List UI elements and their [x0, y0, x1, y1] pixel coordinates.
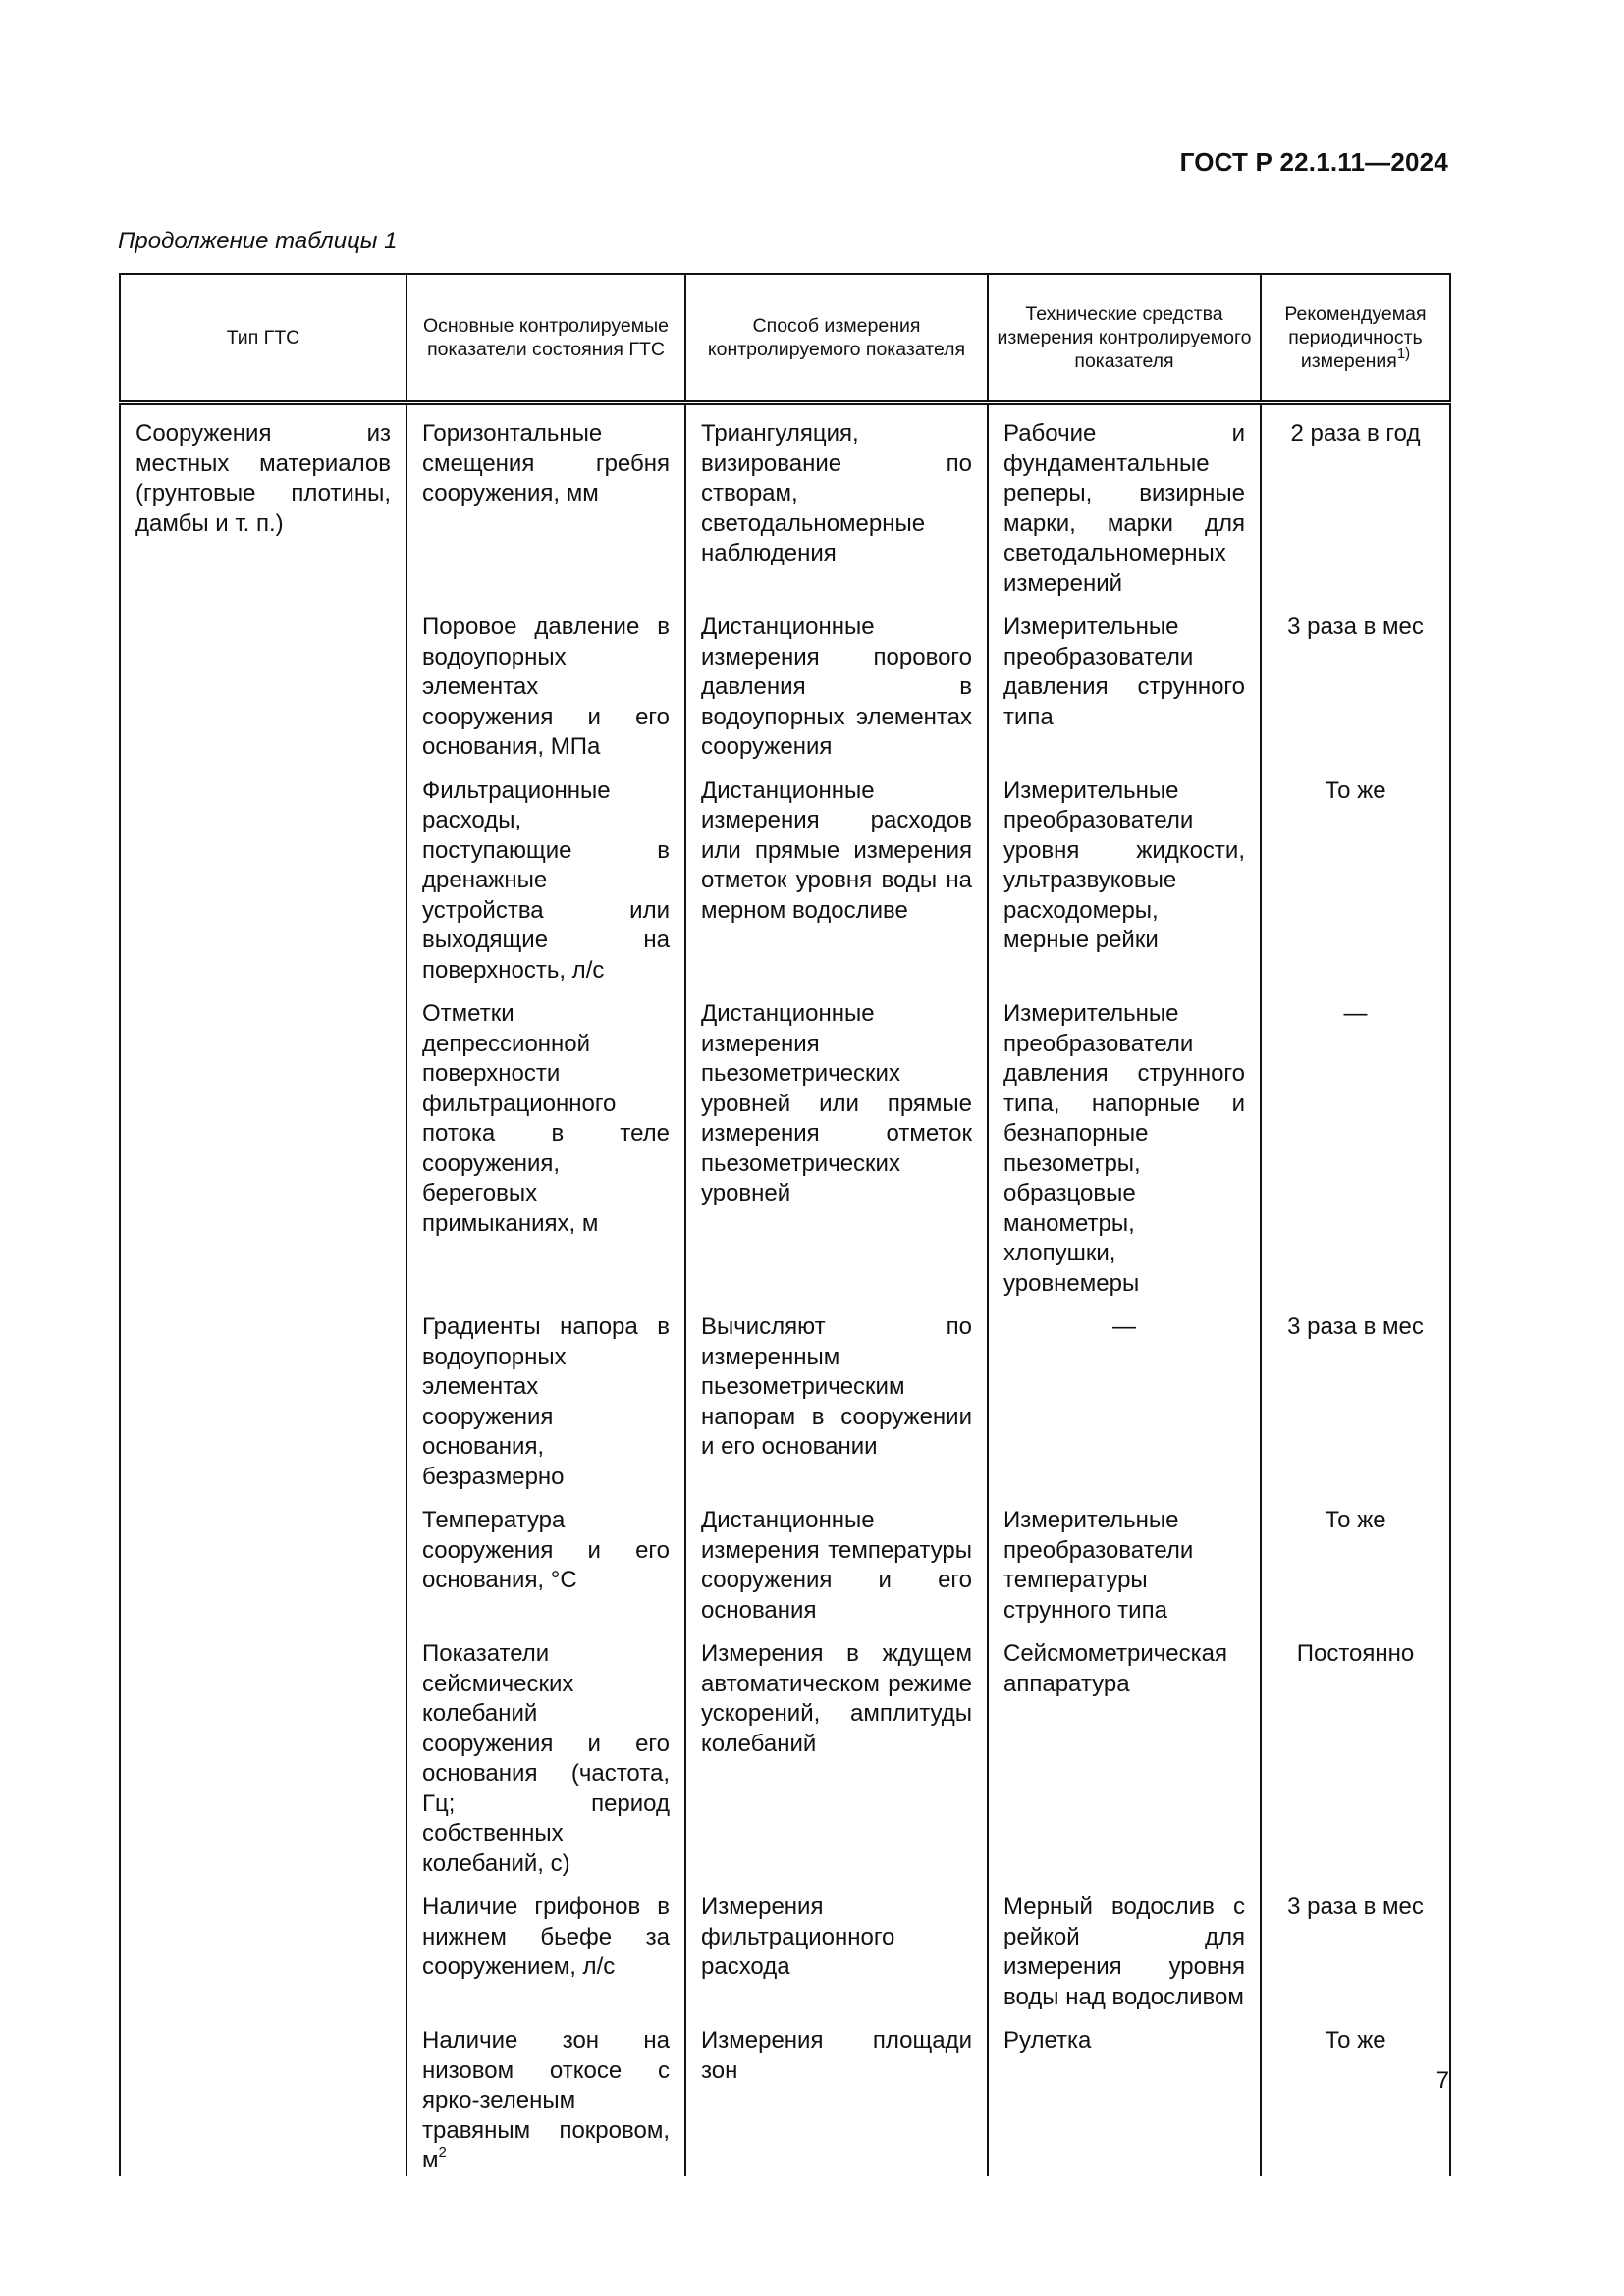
method-cell: Дистанционные измерения пьезометрических уровней или прямые измерения отметок пьезометрических уровней	[685, 986, 988, 1299]
indicator-cell: Наличие грифонов в нижнем бьефе за сооружением, л/с	[406, 1879, 685, 2012]
table-caption: Продолжение таблицы 1	[118, 228, 398, 254]
column-header-method: Способ измерения контролируемого показателя	[685, 274, 988, 403]
method-cell: Измерения в ждущем автоматическом режиме ускорений, амплитуды колебаний	[685, 1626, 988, 1879]
indicator-cell: Горизонтальные смещения гребня сооружения, мм	[406, 405, 685, 599]
means-cell: Измерительные преобразователи уровня жидкости, ультразвуковые расходомеры, мерные рейки	[988, 763, 1261, 987]
period-cell: 3 раза в мес	[1261, 599, 1450, 763]
column-header-period	[1261, 274, 1450, 403]
indicator-cell: Температура сооружения и его основания, °С	[406, 1492, 685, 1626]
column-header-means: Технические средства измерения контролируемого показателя	[988, 274, 1261, 403]
means-cell: Измерительные преобразователи давления струнного типа, напорные и безнапорные пьезометры, образцовые манометры, хлопушки, уровнемеры	[988, 986, 1261, 1299]
method-cell: Измерения фильтрационного расхода	[685, 1879, 988, 2012]
means-cell: Рулетка	[988, 2012, 1261, 2176]
method-cell: Дистанционные измерения расходов или прямые измерения отметок уровня воды на мерном водосливе	[685, 763, 988, 987]
period-cell: 3 раза в мес	[1261, 1879, 1450, 2012]
indicator-cell: Градиенты напора в водоупорных элементах сооружения основания, безразмерно	[406, 1299, 685, 1492]
monitoring-table	[119, 273, 1451, 2176]
means-cell: Измерительные преобразователи температуры струнного типа	[988, 1492, 1261, 1626]
period-cell: Постоянно	[1261, 1626, 1450, 1879]
structure-type-cell: Сооружения из местных материалов (грунтовые плотины, дамбы и т. п.)	[120, 405, 406, 2176]
column-header-structure-type: Тип ГТС	[120, 274, 406, 403]
table-header-row	[120, 274, 1450, 403]
table-row	[120, 405, 1450, 599]
period-cell: То же	[1261, 2012, 1450, 2176]
column-header-period-text: Рекомендуемая периодичность измерения	[1284, 303, 1427, 372]
page-number: 7	[1435, 2067, 1449, 2094]
indicator-text: Наличие зон на низовом откосе с ярко-зеленым травяным покровом, м	[422, 2027, 670, 2173]
period-cell: —	[1261, 986, 1450, 1299]
period-cell: 2 раза в год	[1261, 405, 1450, 599]
means-cell: —	[988, 1299, 1261, 1492]
indicator-cell	[406, 2012, 685, 2176]
method-cell: Дистанционные измерения порового давления в водоупорных элементах сооружения	[685, 599, 988, 763]
footnote-mark: 1)	[1396, 345, 1411, 362]
period-cell: То же	[1261, 763, 1450, 987]
indicator-cell: Поровое давление в водоупорных элементах сооружения и его основания, МПа	[406, 599, 685, 763]
period-cell: То же	[1261, 1492, 1450, 1626]
method-cell: Вычисляют по измеренным пьезометрическим напорам в сооружении и его основании	[685, 1299, 988, 1492]
means-cell: Измерительные преобразователи давления струнного типа	[988, 599, 1261, 763]
means-cell: Сейсмометрическая аппаратура	[988, 1626, 1261, 1879]
indicator-cell: Отметки депрессионной поверхности фильтрационного потока в теле сооружения, береговых примыканиях, м	[406, 986, 685, 1299]
indicator-cell: Показатели сейсмических колебаний сооружения и его основания (частота, Гц; период собственных колебаний, с)	[406, 1626, 685, 1879]
document-code: ГОСТ Р 22.1.11—2024	[1179, 147, 1448, 177]
method-cell: Дистанционные измерения температуры сооружения и его основания	[685, 1492, 988, 1626]
column-header-indicators: Основные контролируемые показатели состояния ГТС	[406, 274, 685, 403]
indicator-cell: Фильтрационные расходы, поступающие в дренажные устройства или выходящие на поверхность, л/с	[406, 763, 685, 987]
means-cell: Рабочие и фундаментальные реперы, визирные марки, марки для светодальномерных измерений	[988, 405, 1261, 599]
method-cell: Измерения площади зон	[685, 2012, 988, 2176]
method-cell: Триангуляция, визирование по створам, светодальномерные наблюдения	[685, 405, 988, 599]
means-cell: Мерный водослив с рейкой для измерения уровня воды над водосливом	[988, 1879, 1261, 2012]
unit-superscript: 2	[438, 2144, 447, 2161]
period-cell: 3 раза в мес	[1261, 1299, 1450, 1492]
